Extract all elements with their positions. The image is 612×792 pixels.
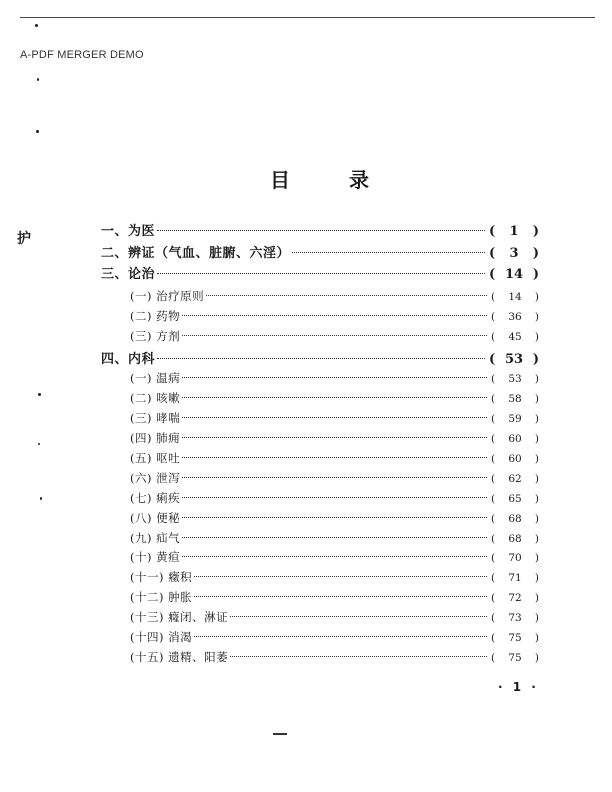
dot-leader — [194, 635, 487, 637]
open-paren: ( — [491, 473, 496, 485]
open-paren: ( — [491, 533, 496, 545]
toc-entry-label: (六) 泄泻 — [130, 471, 181, 485]
toc-entry-page — [491, 493, 539, 505]
dot-leader — [182, 496, 487, 498]
toc-page-number: 70 — [508, 552, 522, 564]
toc-page-number: 65 — [508, 493, 522, 505]
close-paren: ) — [534, 632, 539, 644]
open-paren: ( — [489, 246, 496, 261]
close-paren: ) — [534, 413, 539, 425]
toc-entry-label: (三) 哮喘 — [130, 411, 181, 425]
close-paren: ) — [534, 652, 539, 664]
open-paren: ( — [489, 267, 496, 282]
toc-entry-label: 一、为医 — [101, 224, 156, 239]
toc-page-number: 75 — [508, 632, 522, 644]
toc-entry — [130, 490, 539, 506]
open-paren: ( — [491, 453, 496, 465]
toc-entry-page — [491, 533, 539, 545]
toc-entry-page — [489, 224, 539, 239]
toc-entry — [130, 510, 539, 526]
toc-page-number: 75 — [508, 652, 522, 664]
toc-page-number: 3 — [509, 246, 519, 261]
toc-page-number: 68 — [508, 533, 522, 545]
dot-leader — [182, 536, 487, 538]
open-paren: ( — [491, 433, 496, 445]
toc-entry-label: (二) 药物 — [130, 309, 181, 323]
toc-entry-label: (一) 温病 — [130, 371, 181, 385]
toc-entry-page — [491, 572, 539, 584]
dot-leader — [194, 575, 487, 577]
page-folio: · 1 · — [498, 680, 539, 694]
dot-leader — [182, 416, 487, 418]
open-paren: ( — [491, 552, 496, 564]
toc-entry-label: (十) 黄疸 — [130, 550, 181, 564]
toc-entry-label: (九) 疝气 — [130, 531, 181, 545]
close-paren: ) — [532, 224, 539, 239]
toc-entry-page — [491, 552, 539, 564]
toc-entry-label: (七) 痢疾 — [130, 491, 181, 505]
close-paren: ) — [534, 612, 539, 624]
toc-entry — [130, 609, 539, 625]
toc-page-number: 53 — [508, 373, 522, 385]
toc-entry — [130, 589, 539, 605]
close-paren: ) — [534, 453, 539, 465]
toc-entry — [101, 220, 539, 239]
dot-leader — [157, 272, 485, 274]
toc-entry-page — [491, 453, 539, 465]
open-paren: ( — [491, 373, 496, 385]
toc-entry-page — [489, 267, 539, 282]
dot-leader — [182, 314, 487, 316]
dot-leader — [182, 456, 487, 458]
dot-leader — [182, 334, 487, 336]
dot-leader — [194, 595, 487, 597]
toc-page-number: 14 — [508, 291, 522, 303]
toc-entry-label: (一) 治疗原则 — [130, 289, 205, 303]
page-title: 目 录 — [270, 168, 395, 192]
toc-entry-label: (四) 肺痈 — [130, 431, 181, 445]
toc-entry-label: (二) 咳嗽 — [130, 391, 181, 405]
close-paren: ) — [534, 533, 539, 545]
close-paren: ) — [534, 513, 539, 525]
toc-entry — [101, 242, 539, 261]
open-paren: ( — [491, 652, 496, 664]
toc-entry — [130, 530, 539, 546]
toc-entry-label: (五) 呕吐 — [130, 451, 181, 465]
open-paren: ( — [491, 592, 496, 604]
toc-page-number: 71 — [508, 572, 522, 584]
dot-leader — [182, 555, 487, 557]
toc-entry — [130, 649, 539, 665]
toc-entry-page — [491, 513, 539, 525]
open-paren: ( — [491, 493, 496, 505]
dot-leader — [182, 476, 487, 478]
toc-entry-label: (十一) 癥积 — [130, 570, 193, 584]
close-paren: ) — [532, 352, 539, 367]
toc-entry-label: (十三) 癃闭、淋证 — [130, 610, 229, 624]
open-paren: ( — [491, 311, 496, 323]
toc-entry-label: (十四) 消渴 — [130, 630, 193, 644]
toc-entry-page — [491, 592, 539, 604]
watermark: A-PDF MERGER DEMO — [20, 49, 144, 61]
toc-entry-page — [491, 652, 539, 664]
toc-entry-label: 二、辨证（气血、脏腑、六淫） — [101, 246, 291, 261]
toc-entry-page — [491, 291, 539, 303]
toc-entry-label: 三、论治 — [101, 267, 156, 282]
toc-entry-page — [491, 473, 539, 485]
dot-leader — [157, 357, 485, 359]
dot-leader — [292, 251, 485, 253]
toc-page-number: 59 — [508, 413, 522, 425]
dot-leader — [157, 229, 485, 231]
open-paren: ( — [491, 612, 496, 624]
toc-entry — [130, 450, 539, 466]
close-paren: ) — [532, 267, 539, 282]
open-paren: ( — [491, 291, 496, 303]
bottom-mark — [273, 733, 287, 735]
toc-page-number: 14 — [504, 267, 524, 282]
toc-entry-page — [491, 632, 539, 644]
toc-entry — [101, 348, 539, 367]
close-paren: ) — [534, 311, 539, 323]
close-paren: ) — [532, 246, 539, 261]
open-paren: ( — [491, 393, 496, 405]
close-paren: ) — [534, 592, 539, 604]
toc-entry-page — [491, 311, 539, 323]
toc-page-number: 60 — [508, 453, 522, 465]
toc-page-number: 60 — [508, 433, 522, 445]
toc-page-number: 1 — [509, 224, 519, 239]
toc-entry — [130, 308, 539, 324]
close-paren: ) — [534, 433, 539, 445]
toc-entry — [130, 370, 539, 386]
dot-leader — [206, 294, 487, 296]
toc-page-number: 68 — [508, 513, 522, 525]
close-paren: ) — [534, 291, 539, 303]
open-paren: ( — [491, 513, 496, 525]
toc-entry-label: (八) 便秘 — [130, 511, 181, 525]
close-paren: ) — [534, 552, 539, 564]
toc-entry — [130, 390, 539, 406]
toc-entry-page — [491, 433, 539, 445]
toc-entry-page — [489, 352, 539, 367]
toc-page-number: 53 — [504, 352, 524, 367]
dot-leader — [230, 615, 487, 617]
toc-entry — [130, 549, 539, 565]
toc-entry-page — [489, 246, 539, 261]
dot-leader — [182, 436, 487, 438]
toc-page-number: 58 — [508, 393, 522, 405]
toc-entry — [101, 263, 539, 282]
open-paren: ( — [489, 352, 496, 367]
dot-leader — [182, 516, 487, 518]
open-paren: ( — [491, 572, 496, 584]
open-paren: ( — [491, 632, 496, 644]
toc-page-number: 36 — [508, 311, 522, 323]
open-paren: ( — [491, 331, 496, 343]
close-paren: ) — [534, 373, 539, 385]
toc-entry-label: (十五) 遗精、阳萎 — [130, 650, 229, 664]
toc-entry — [130, 569, 539, 585]
close-paren: ) — [534, 572, 539, 584]
dot-leader — [182, 376, 487, 378]
toc-entry — [130, 328, 539, 344]
close-paren: ) — [534, 393, 539, 405]
toc-entry-page — [491, 393, 539, 405]
toc-entry — [130, 410, 539, 426]
dot-leader — [182, 396, 487, 398]
toc-entry — [130, 470, 539, 486]
dot-leader — [230, 655, 487, 657]
toc-page-number: 72 — [508, 592, 522, 604]
toc-entry-label: 四、内科 — [101, 352, 156, 367]
open-paren: ( — [491, 413, 496, 425]
toc-entry-page — [491, 331, 539, 343]
toc-entry — [130, 430, 539, 446]
toc-entry — [130, 288, 539, 304]
toc-page-number: 62 — [508, 473, 522, 485]
close-paren: ) — [534, 473, 539, 485]
close-paren: ) — [534, 493, 539, 505]
toc-entry-label: (三) 方剂 — [130, 329, 181, 343]
close-paren: ) — [534, 331, 539, 343]
open-paren: ( — [489, 224, 496, 239]
toc-entry-page — [491, 413, 539, 425]
toc-entry-label: (十二) 肿胀 — [130, 590, 193, 604]
margin-character: 护 — [17, 231, 31, 247]
toc-entry-page — [491, 612, 539, 624]
toc-page-number: 45 — [508, 331, 522, 343]
toc-entry — [130, 629, 539, 645]
toc-page-number: 73 — [508, 612, 522, 624]
toc-entry-page — [491, 373, 539, 385]
